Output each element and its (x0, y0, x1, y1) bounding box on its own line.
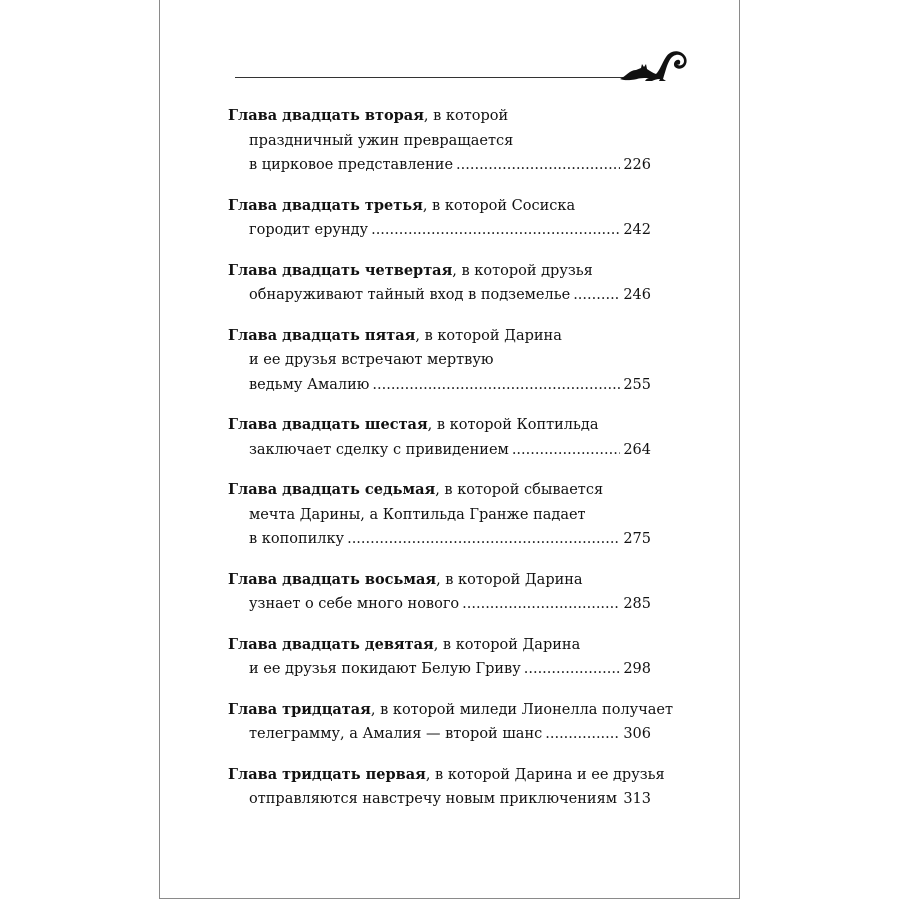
chapter-subtitle-end: заключает сделку с привидением (249, 441, 509, 458)
toc-entry (228, 698, 674, 747)
chapter-title: Глава тридцать первая (228, 765, 426, 783)
chapter-title: Глава двадцать девятая (228, 635, 434, 653)
chapter-subtitle-line: мечта Дарины, а Коптильда Гранже падает (249, 506, 586, 523)
page-number: 313 (623, 791, 651, 807)
dot-leader (573, 283, 620, 308)
page-number: 298 (623, 661, 651, 677)
page-number: 255 (623, 376, 651, 393)
chapter-subtitle-end: и ее друзья покидают Белую Гриву (249, 661, 521, 677)
chapter-title: Глава двадцать восьмая (228, 570, 437, 588)
chapter-subtitle: , в которой Коптильда (427, 417, 599, 433)
chapter-subtitle-end: ведьму Амалию (249, 376, 370, 393)
page-number: 275 (623, 531, 651, 547)
chapter-title: Глава тридцатая (228, 700, 371, 718)
chapter-subtitle-end: отправляются навстречу новым приключениям (249, 791, 618, 807)
toc-entry (228, 194, 651, 243)
toc-entry (228, 324, 651, 398)
chapter-subtitle: , в которой друзья (452, 262, 593, 279)
chapter-subtitle: , в которой Сосиска (422, 197, 576, 214)
toc-entry (228, 259, 651, 308)
chapter-title: Глава двадцать третья (228, 196, 423, 214)
page-number: 306 (623, 726, 651, 742)
chapter-subtitle-end: телеграмму, а Амалия — второй шанс (249, 726, 543, 742)
page-number: 242 (623, 222, 651, 238)
chapter-title: Глава двадцать седьмая (228, 481, 436, 498)
dot-leader (512, 438, 621, 463)
chapter-subtitle: , в которой Дарина (415, 327, 562, 344)
chapter-subtitle: , в которой Дарина (433, 636, 581, 653)
page-number: 246 (623, 287, 651, 303)
toc-entry (228, 104, 651, 178)
chapter-subtitle: , в которой Дарина (436, 571, 583, 588)
chapter-subtitle: , в которой сбывается (435, 482, 604, 498)
dot-leader (545, 722, 620, 747)
chapter-subtitle-end: обнаруживают тайный вход в подземелье (249, 287, 571, 303)
dot-leader (524, 657, 621, 682)
chapter-subtitle-line: и ее друзья встречают мертвую (249, 352, 494, 368)
dot-leader (371, 218, 620, 243)
toc-entry (228, 763, 665, 812)
dot-leader (347, 527, 620, 552)
chapter-title: Глава двадцать шестая (228, 416, 428, 433)
chapter-subtitle-end: в копопилку (249, 531, 345, 547)
toc-entry (228, 568, 651, 617)
chapter-subtitle-end: узнает о себе много нового (249, 596, 460, 612)
toc-entry (228, 633, 651, 682)
header-rule (235, 77, 631, 78)
chapter-subtitle: , в которой Дарина и ее друзья (425, 766, 665, 783)
table-of-contents (228, 104, 674, 828)
chapter-subtitle-end: в цирковое представление (249, 157, 454, 173)
dot-leader (456, 153, 620, 178)
chapter-subtitle: , в которой (423, 108, 509, 124)
page-number: 226 (623, 157, 651, 173)
book-page (159, 0, 740, 899)
chapter-subtitle-line: праздничный ужин превращается (249, 132, 514, 149)
chapter-title: Глава двадцать пятая (228, 326, 416, 344)
dot-leader (372, 373, 620, 398)
toc-entry (228, 413, 651, 462)
toc-entry (228, 478, 651, 552)
cat-ornament-icon (618, 48, 692, 84)
chapter-title: Глава двадцать четвертая (228, 261, 453, 279)
chapter-subtitle: , в которой миледи Лионелла получает (370, 701, 674, 718)
dot-leader (462, 592, 620, 617)
page-number: 264 (623, 441, 651, 458)
page-number: 285 (623, 596, 651, 612)
chapter-subtitle-end: городит ерунду (249, 222, 369, 238)
chapter-title: Глава двадцать вторая (228, 107, 424, 124)
